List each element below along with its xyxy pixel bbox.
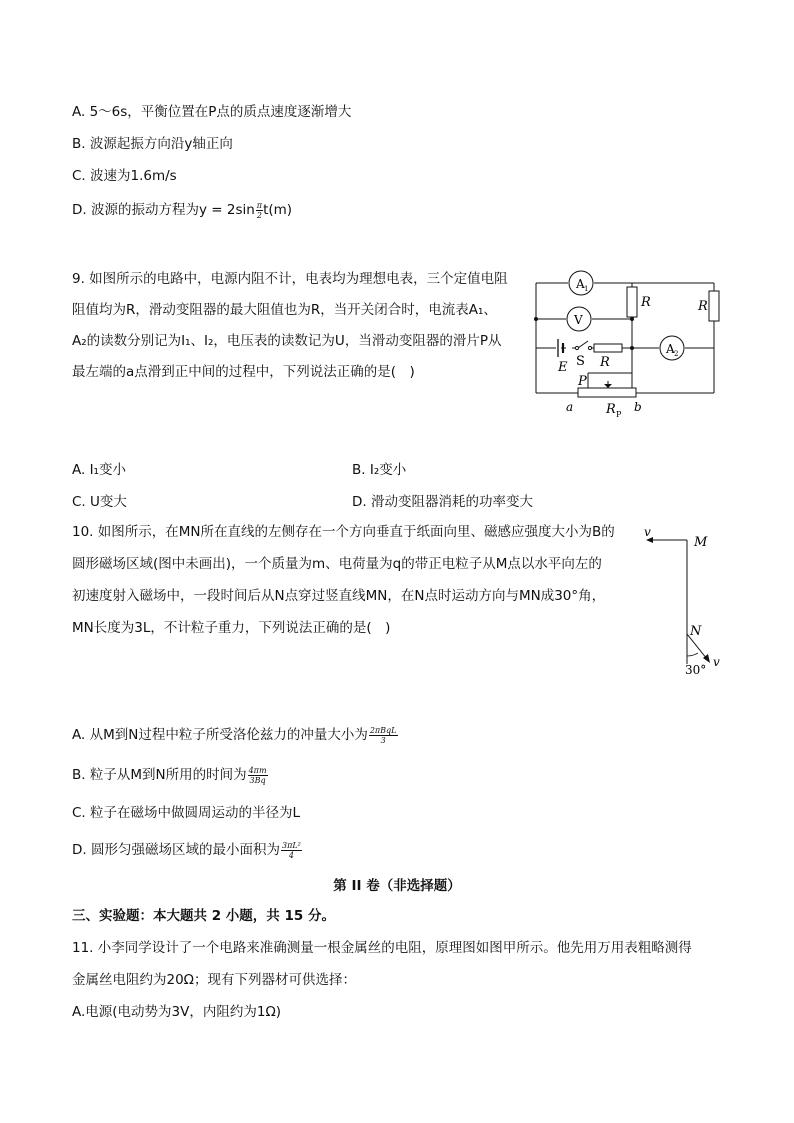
angle-arc: [687, 653, 698, 656]
q10-option-b-fraction: [248, 766, 268, 785]
q10-option-c: C. 粒子在磁场中做圆周运动的半径为L: [72, 805, 301, 821]
point-m-label: M: [694, 535, 708, 550]
ammeter-a2-subscript: 2: [674, 350, 679, 358]
q10-option-a: [72, 725, 398, 745]
slide-rheostat: [578, 388, 636, 397]
resistor-middle-label: R: [641, 295, 651, 310]
voltmeter-label: V: [574, 313, 583, 327]
rheostat-label: R: [606, 402, 616, 417]
fraction-denominator: 4: [288, 850, 294, 860]
q8-option-d: [72, 200, 292, 220]
q8-option-d-fraction: [256, 201, 263, 220]
q11-stem-line-2: 金属丝电阻约为20Ω；现有下列器材可供选择：: [72, 972, 356, 988]
junction-node: [630, 346, 634, 350]
fraction-denominator: 2: [256, 210, 262, 220]
fraction-numerator: 4πm: [248, 765, 267, 775]
velocity-label-top: v: [644, 525, 651, 539]
resistor-right-label: R: [698, 299, 708, 314]
q9-option-d: D. 滑动变阻器消耗的功率变大: [352, 494, 533, 510]
q10-option-a-fraction: [369, 726, 398, 745]
q10-option-d-prefix: D. 圆形匀强磁场区域的最小面积为: [72, 842, 280, 858]
section-heading: 三、实验题：本大题共 2 小题，共 15 分。: [72, 908, 335, 924]
q9-stem-line-1: 9. 如图所示的电路中，电源内阻不计，电表均为理想电表，三个定值电阻: [72, 271, 508, 287]
q10-option-b: [72, 765, 268, 785]
q9-stem-line-4: 最左端的a点滑到正中间的过程中，下列说法正确的是( ): [72, 364, 415, 380]
slider-arrow: [604, 384, 612, 388]
rheostat-end-a-label: a: [566, 400, 574, 414]
q11-item-a: A.电源(电动势为3V，内阻约为1Ω): [72, 1004, 282, 1020]
q11-stem-line-1: 11. 小李同学设计了一个电路来准确测量一根金属丝的电阻，原理图如图甲所示。他先用万用表粗略测得: [72, 940, 692, 956]
q8-option-c: C. 波速为1.6m/s: [72, 168, 177, 184]
q8-option-b: B. 波源起振方向沿y轴正向: [72, 136, 233, 152]
q10-stem-line-3: 初速度射入磁场中，一段时间后从N点穿过竖直线MN，在N点时运动方向与MN成30°角，: [72, 588, 606, 604]
velocity-label-bottom: v: [713, 655, 720, 669]
fraction-numerator: 2πBqL: [369, 725, 397, 735]
switch-contact-right: [588, 346, 591, 349]
q8-option-d-suffix: t(m): [263, 202, 293, 218]
q10-option-d: [72, 840, 302, 860]
q9-option-c: C. U变大: [72, 494, 127, 510]
junction-node: [534, 317, 538, 321]
q10-stem-line-4: MN长度为3L，不计粒子重力，下列说法正确的是( ): [72, 620, 391, 636]
section-title: 第 II 卷（非选择题）: [333, 878, 461, 894]
fraction-numerator: 3πL²: [281, 840, 301, 850]
q10-option-d-fraction: [281, 841, 302, 860]
resistor-middle: [627, 287, 637, 317]
q9-stem-line-2: 阻值均为R，滑动变阻器的最大阻值也为R，当开关闭合时，电流表A₁、: [72, 302, 497, 318]
q10-stem-line-2: 圆形磁场区域(图中未画出)，一个质量为m、电荷量为q的带正电粒子从M点以水平向左的: [72, 556, 602, 572]
point-n-label: N: [690, 624, 702, 639]
junction-node: [630, 317, 634, 321]
battery-label: E: [558, 360, 568, 375]
q8-option-d-prefix: D. 波源的振动方程为y = 2sin: [72, 202, 255, 218]
switch-label: S: [576, 354, 585, 369]
switch-contact-left: [575, 346, 578, 349]
q9-stem-line-3: A₂的读数分别记为I₁、I₂，电压表的读数记为U，当滑动变阻器的滑片P从: [72, 333, 502, 349]
q10-option-a-prefix: A. 从M到N过程中粒子所受洛伦兹力的冲量大小为: [72, 727, 368, 743]
q10-option-b-prefix: B. 粒子从M到N所用的时间为: [72, 767, 247, 783]
resistor-right: [709, 291, 719, 321]
q9-option-b: B. I₂变小: [352, 462, 407, 478]
slider-label: P: [578, 374, 587, 389]
q8-option-a: A. 5～6s，平衡位置在P点的质点速度逐渐增大: [72, 104, 352, 120]
ammeter-a1-subscript: 1: [584, 285, 589, 293]
angle-label: 30°: [685, 663, 707, 677]
ammeter-a1-label: A: [576, 277, 585, 291]
q10-stem-line-1: 10. 如图所示，在MN所在直线的左侧存在一个方向垂直于纸面向里、磁感应强度大小为B的: [72, 524, 615, 540]
fraction-numerator: π: [256, 200, 263, 210]
rheostat-end-b-label: b: [634, 400, 642, 414]
fraction-denominator: 3: [380, 735, 386, 745]
rheostat-subscript: P: [616, 410, 622, 419]
q9-option-a: A. I₁变小: [72, 462, 126, 478]
fraction-denominator: 3Bq: [249, 775, 266, 785]
ammeter-a2-label: A: [666, 342, 675, 356]
q9-circuit-diagram: [528, 263, 728, 425]
resistor-bottom: [594, 344, 622, 352]
q10-magnetic-field-diagram: [640, 524, 730, 684]
resistor-bottom-label: R: [600, 355, 610, 370]
